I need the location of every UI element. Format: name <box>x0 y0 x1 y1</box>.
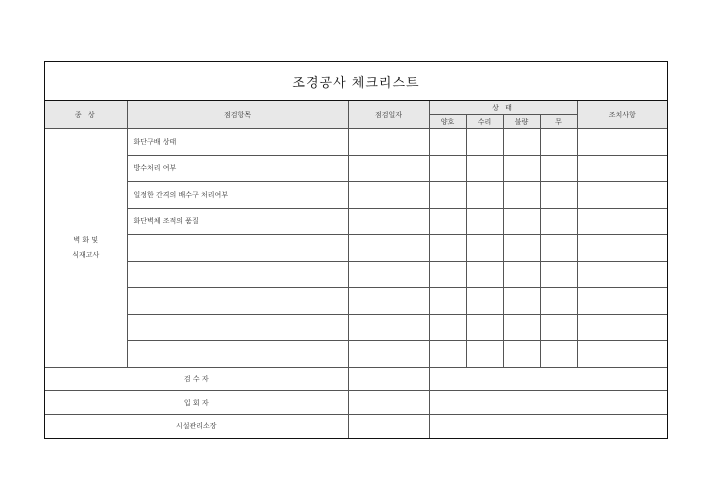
status-cell[interactable] <box>503 288 540 315</box>
inspector-note-cell[interactable] <box>429 367 667 391</box>
status-repair: 수리 <box>466 115 503 129</box>
table-row <box>45 208 667 235</box>
header-row <box>45 101 667 115</box>
witness-sign-cell[interactable] <box>348 391 429 415</box>
check-item: 화단벽체 조적의 품질 <box>127 208 348 235</box>
status-cell[interactable] <box>429 208 466 235</box>
action-cell[interactable] <box>577 129 667 156</box>
checklist-form <box>44 61 668 439</box>
status-none: 무 <box>540 115 577 129</box>
action-cell[interactable] <box>577 314 667 341</box>
header-action: 조치사항 <box>577 101 667 129</box>
table-row <box>45 341 667 368</box>
form-title: 조경공사 체크리스트 <box>45 62 667 101</box>
check-item: 화단구배 상태 <box>127 129 348 156</box>
check-item[interactable] <box>127 341 348 368</box>
status-cell[interactable] <box>503 261 540 288</box>
manager-note-cell[interactable] <box>429 414 667 437</box>
status-cell[interactable] <box>540 208 577 235</box>
action-cell[interactable] <box>577 182 667 209</box>
check-item: 일정한 간격의 배수구 처리여부 <box>127 182 348 209</box>
status-cell[interactable] <box>429 155 466 182</box>
status-cell[interactable] <box>429 288 466 315</box>
date-cell[interactable] <box>348 129 429 156</box>
inspector-label: 검 수 자 <box>45 367 348 391</box>
action-cell[interactable] <box>577 208 667 235</box>
action-cell[interactable] <box>577 261 667 288</box>
witness-note-cell[interactable] <box>429 391 667 415</box>
header-category: 종 상 <box>45 101 127 129</box>
header-item: 점검항목 <box>127 101 348 129</box>
check-item[interactable] <box>127 288 348 315</box>
manager-sign-cell[interactable] <box>348 414 429 437</box>
status-cell[interactable] <box>466 341 503 368</box>
status-cell[interactable] <box>429 341 466 368</box>
header-status: 상 태 <box>429 101 577 115</box>
table-row <box>45 288 667 315</box>
category-label-line2: 식재고사 <box>72 250 100 259</box>
check-item[interactable] <box>127 261 348 288</box>
date-cell[interactable] <box>348 182 429 209</box>
category-cell <box>45 129 127 368</box>
check-item[interactable] <box>127 314 348 341</box>
status-cell[interactable] <box>429 129 466 156</box>
table-row <box>45 129 667 156</box>
status-cell[interactable] <box>503 129 540 156</box>
date-cell[interactable] <box>348 314 429 341</box>
signature-row-witness <box>45 391 667 415</box>
status-cell[interactable] <box>503 341 540 368</box>
status-cell[interactable] <box>503 235 540 262</box>
date-cell[interactable] <box>348 261 429 288</box>
status-good: 양호 <box>429 115 466 129</box>
status-cell[interactable] <box>466 261 503 288</box>
table-row <box>45 261 667 288</box>
status-cell[interactable] <box>466 155 503 182</box>
status-cell[interactable] <box>540 341 577 368</box>
category-label-line1: 벽 화 및 <box>73 235 99 244</box>
table-row <box>45 182 667 209</box>
action-cell[interactable] <box>577 235 667 262</box>
checklist-table <box>45 101 667 438</box>
table-row <box>45 314 667 341</box>
status-cell[interactable] <box>540 288 577 315</box>
signature-row-inspector <box>45 367 667 391</box>
inspector-sign-cell[interactable] <box>348 367 429 391</box>
status-cell[interactable] <box>466 129 503 156</box>
date-cell[interactable] <box>348 155 429 182</box>
status-cell[interactable] <box>503 208 540 235</box>
status-cell[interactable] <box>429 314 466 341</box>
witness-label: 입 회 자 <box>45 391 348 415</box>
date-cell[interactable] <box>348 235 429 262</box>
date-cell[interactable] <box>348 208 429 235</box>
status-cell[interactable] <box>466 235 503 262</box>
status-cell[interactable] <box>540 129 577 156</box>
status-cell[interactable] <box>540 235 577 262</box>
table-row <box>45 235 667 262</box>
signature-row-manager <box>45 414 667 437</box>
table-row <box>45 155 667 182</box>
status-bad: 불량 <box>503 115 540 129</box>
status-cell[interactable] <box>466 288 503 315</box>
header-date: 점검일자 <box>348 101 429 129</box>
status-cell[interactable] <box>466 208 503 235</box>
status-cell[interactable] <box>429 182 466 209</box>
date-cell[interactable] <box>348 341 429 368</box>
status-cell[interactable] <box>540 155 577 182</box>
status-cell[interactable] <box>466 182 503 209</box>
status-cell[interactable] <box>429 261 466 288</box>
status-cell[interactable] <box>503 155 540 182</box>
status-cell[interactable] <box>466 314 503 341</box>
status-cell[interactable] <box>429 235 466 262</box>
action-cell[interactable] <box>577 155 667 182</box>
status-cell[interactable] <box>540 261 577 288</box>
status-cell[interactable] <box>503 182 540 209</box>
action-cell[interactable] <box>577 341 667 368</box>
status-cell[interactable] <box>503 314 540 341</box>
check-item: 방수처리 여부 <box>127 155 348 182</box>
action-cell[interactable] <box>577 288 667 315</box>
status-cell[interactable] <box>540 182 577 209</box>
status-cell[interactable] <box>540 314 577 341</box>
check-item[interactable] <box>127 235 348 262</box>
facility-manager-label: 시설관리소장 <box>45 414 348 437</box>
date-cell[interactable] <box>348 288 429 315</box>
